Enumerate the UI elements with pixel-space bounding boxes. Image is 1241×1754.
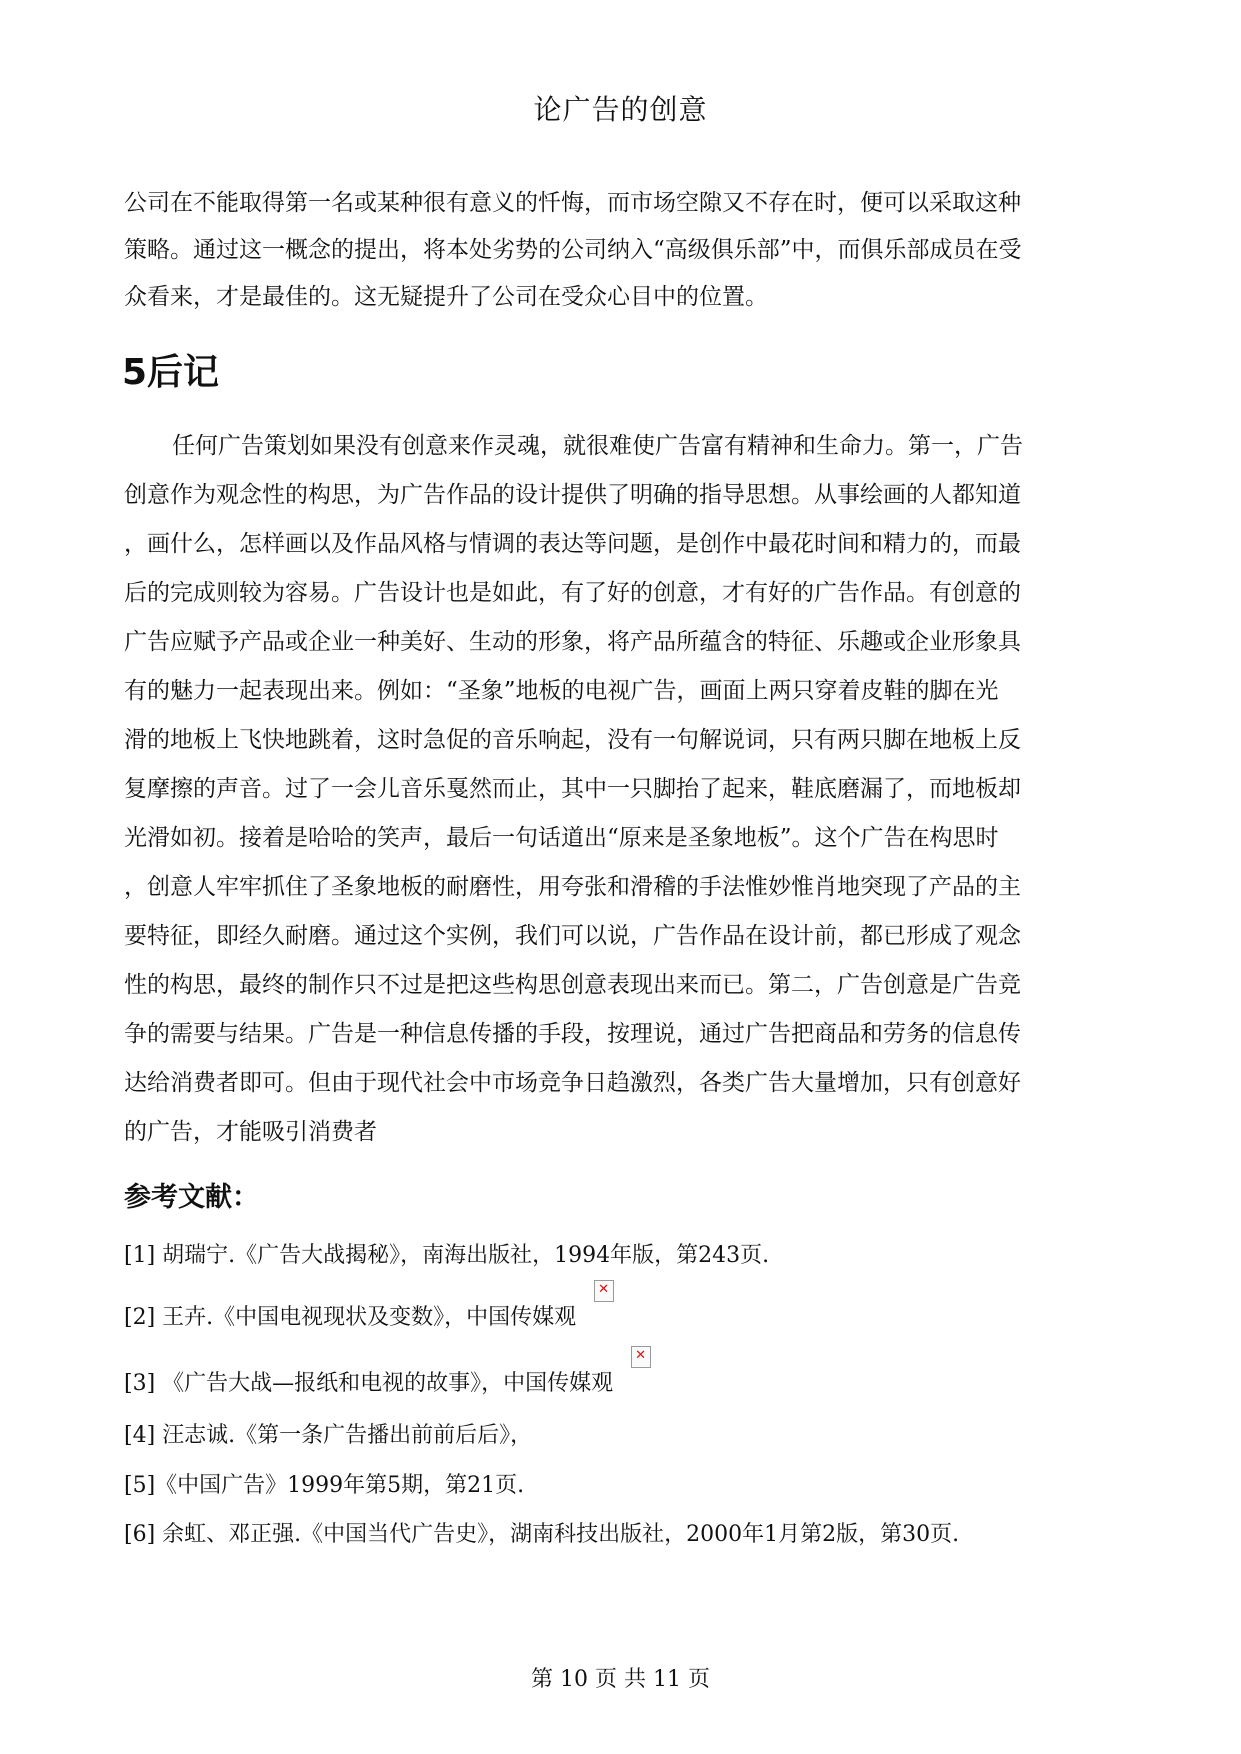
text-line: 光滑如初。接着是哈哈的笑声，最后一句话道出“原来是圣象地板”。这个广告在构思时 xyxy=(124,825,999,851)
text-line: 滑的地板上飞快地跳着，这时急促的音乐响起，没有一句解说词，只有两只脚在地板上反 xyxy=(124,727,1021,753)
references-heading: 参考文献： xyxy=(124,1182,259,1213)
section-heading: 5后记 xyxy=(122,352,220,393)
text-line: 有的魅力一起表现出来。例如：“圣象”地板的电视广告，画面上两只穿着皮鞋的脚在光 xyxy=(124,678,999,704)
text-line: 争的需要与结果。广告是一种信息传播的手段，按理说，通过广告把商品和劳务的信息传 xyxy=(124,1021,1021,1047)
reference-item xyxy=(124,1238,769,1269)
broken-image-icon xyxy=(631,1346,651,1368)
reference-item xyxy=(124,1468,524,1499)
reference-text: [4] 汪志诚.《第一条广告播出前前后后》， xyxy=(124,1423,533,1448)
page-header-title: 论广告的创意 xyxy=(533,93,708,126)
text-line: 达给消费者即可。但由于现代社会中市场竞争日趋激烈，各类广告大量增加，只有创意好 xyxy=(124,1070,1021,1096)
text-line: 策略。通过这一概念的提出，将本处劣势的公司纳入“高级俱乐部”中，而俱乐部成员在受 xyxy=(124,237,1022,263)
page-number: 第 10 页 共 11 页 xyxy=(531,1667,710,1692)
text-line: ，画什么，怎样画以及作品风格与情调的表达等问题，是创作中最花时间和精力的，而最 xyxy=(124,531,1021,557)
reference-item xyxy=(124,1366,651,1397)
text-line: 创意作为观念性的构思，为广告作品的设计提供了明确的指导思想。从事绘画的人都知道 xyxy=(124,482,1021,508)
text-line: 众看来，才是最佳的。这无疑提升了公司在受众心目中的位置。 xyxy=(124,284,768,310)
text-line: 任何广告策划如果没有创意来作灵魂，就很难使广告富有精神和生命力。第一，广告 xyxy=(172,433,1023,459)
reference-text: [5]《中国广告》1999年第5期，第21页. xyxy=(124,1473,525,1498)
text-line: 的广告，才能吸引消费者 xyxy=(124,1119,377,1145)
text-line: ，创意人牢牢抓住了圣象地板的耐磨性，用夸张和滑稽的手法惟妙惟肖地突现了产品的主 xyxy=(124,874,1021,900)
text-line: 后的完成则较为容易。广告设计也是如此，有了好的创意，才有好的广告作品。有创意的 xyxy=(124,580,1021,606)
text-line: 广告应赋予产品或企业一种美好、生动的形象，将产品所蕴含的特征、乐趣或企业形象具 xyxy=(124,629,1021,655)
reference-text: [3] 《广告大战—报纸和电视的故事》，中国传媒观 xyxy=(124,1371,614,1396)
reference-item xyxy=(124,1517,959,1548)
reference-text: [2] 王卉.《中国电视现状及变数》，中国传媒观 xyxy=(124,1305,577,1330)
section-paragraph xyxy=(124,422,1102,1157)
text-line: 复摩擦的声音。过了一会儿音乐戛然而止，其中一只脚抬了起来，鞋底磨漏了，而地板却 xyxy=(124,776,1021,802)
reference-text: [1] 胡瑞宁.《广告大战揭秘》，南海出版社，1994年版，第243页. xyxy=(124,1243,770,1268)
text-line: 性的构思，最终的制作只不过是把这些构思创意表现出来而已。第二，广告创意是广告竞 xyxy=(124,972,1021,998)
reference-text: [6] 余虹、邓正强.《中国当代广告史》，湖南科技出版社，2000年1月第2版，第30页. xyxy=(124,1522,960,1547)
reference-item xyxy=(124,1418,532,1449)
intro-paragraph xyxy=(124,180,1102,321)
broken-image-icon xyxy=(594,1280,614,1302)
text-line: 公司在不能取得第一名或某种很有意义的忏悔，而市场空隙又不存在时，便可以采取这种 xyxy=(124,190,1021,216)
reference-item xyxy=(124,1300,614,1331)
text-line: 要特征，即经久耐磨。通过这个实例，我们可以说，广告作品在设计前，都已形成了观念 xyxy=(124,923,1021,949)
